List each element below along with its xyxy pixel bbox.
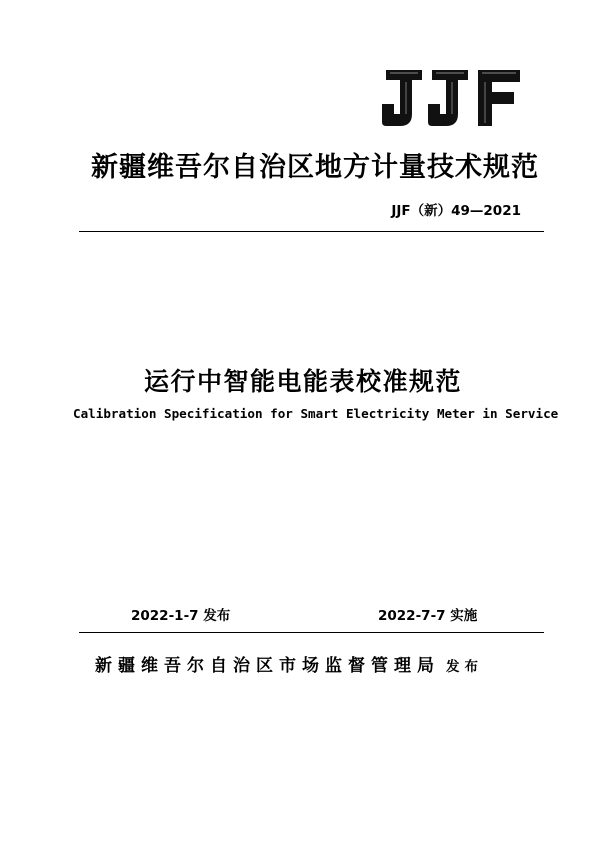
jjf-logo	[382, 68, 522, 128]
document-title-english: Calibration Specification for Smart Electricity Meter in Service	[73, 406, 559, 421]
jjf-logo-mark	[382, 68, 522, 128]
top-divider	[79, 231, 544, 232]
publisher-suffix: 发布	[446, 659, 483, 675]
issue-date: 2022-1-7 发布	[131, 608, 231, 624]
issuing-category-title: 新疆维吾尔自治区地方计量技术规范	[91, 152, 539, 183]
bottom-divider	[79, 632, 544, 633]
standard-code: JJF（新）49—2021	[391, 203, 521, 219]
implementation-date: 2022-7-7 实施	[378, 608, 478, 624]
publisher-name: 新疆维吾尔自治区市场监督管理局	[95, 656, 440, 676]
publisher-line	[95, 651, 483, 676]
document-title: 运行中智能电能表校准规范	[144, 367, 463, 396]
